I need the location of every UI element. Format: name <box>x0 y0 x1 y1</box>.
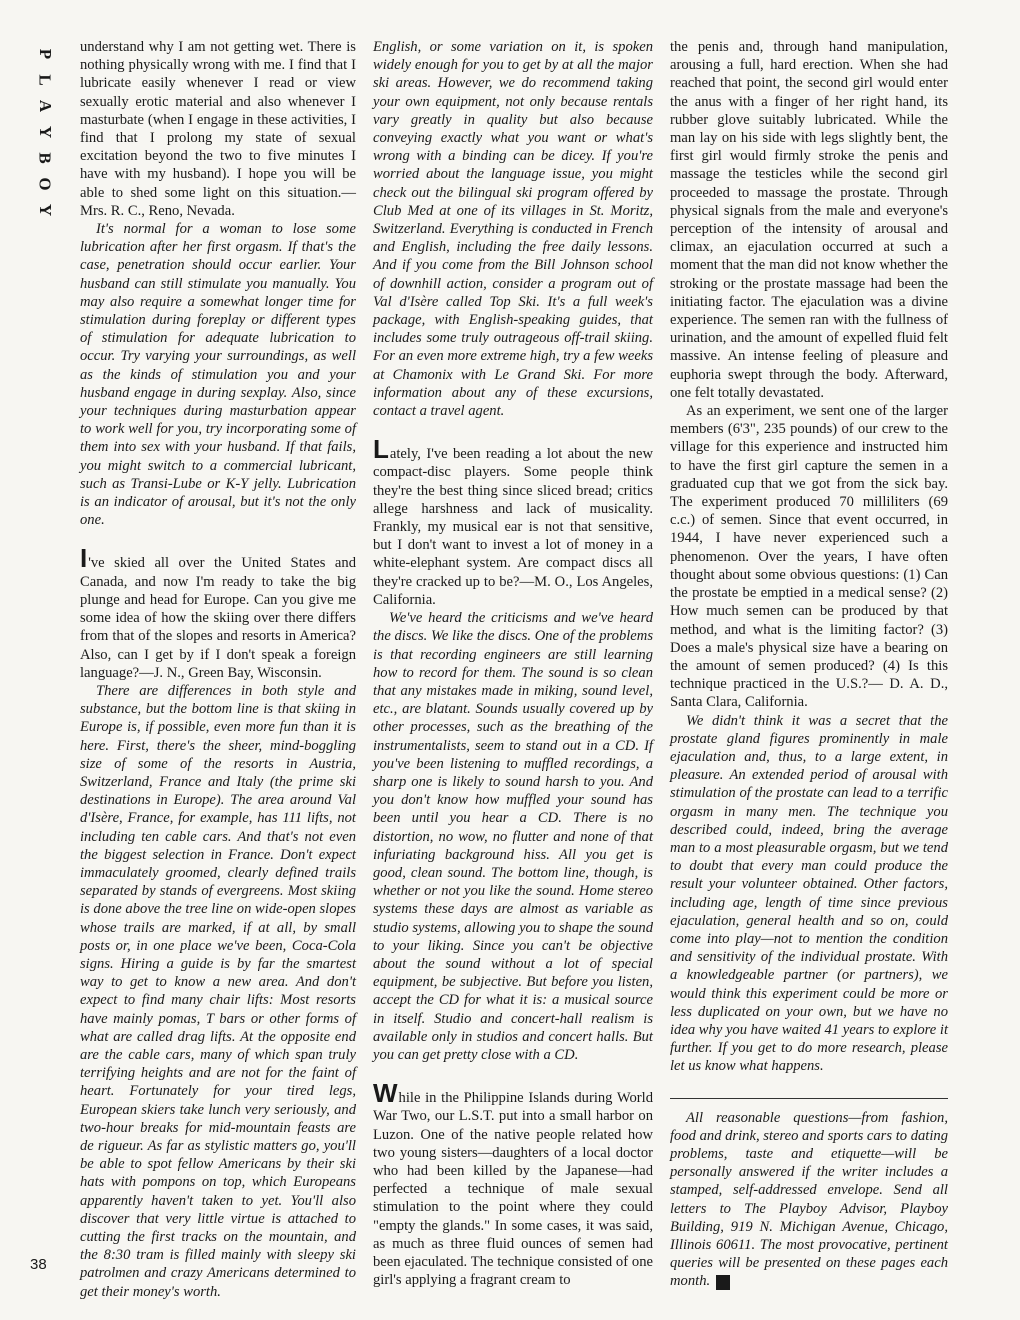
submission-note-text: All reasonable questions—from fashion, food and drink, stereo and sports cars to dating problems, taste and etiquette—will be personally answered if the writer includes a stamped, self-addressed envelope. Send all letters to The Playboy Advisor, Playboy Building, 919 N. Michigan Avenue, Chicago, Illinois 60611. The most provocative, pertinent queries will be presented on these pages each month. <box>670 1109 948 1290</box>
masthead-letter: O <box>35 177 55 191</box>
drop-cap: W <box>373 1078 398 1109</box>
column-2 <box>373 38 653 1289</box>
advisor-answer: It's normal for a woman to lose some lubrication after her first orgasm. If that's the case, penetration should occur earlier. Your husband can still stimulate you manually. You may also require a somewhat longer time for stimulation during foreplay or different types of stimulation for adequate lubrication to occur. Try varying your surroundings, as well as the kinds of stimulation you and your husband engage in during sexplay. Also, since your techniques during masturbation appear to work well for you, try incorporating some of them into sex with your husband. If that fails, you might switch to a commercial lubricant, such as Transi-Lube or K-Y jelly. Lubrication is an indicator of arousal, but it's not the only one. <box>80 221 356 529</box>
bunny-logo-icon: ❖ <box>716 1275 730 1290</box>
advisor-answer: We didn't think it was a secret that the prostate gland figures prominently in male ejaculation and, thus, to a large extent, in pleasure. An extended period of arousal with stimulation of the prostate can lead to a terrific orgasm in many men. The technique you described could, indeed, bring the average man to a most pleasurable orgasm, but we tend to doubt that every man could produce the result your volunteer obtained. Other factors, including age, length of time since previous ejaculation, general health and so on, could come into play—not to mention the condition and sensitivity of the individual prostate. With a knowledgeable partner (or partners), we would think this experiment could be more or less duplicated on your own, but we have no idea why you have waited 41 years to explore it further. If you get to do more research, please let us know what happens. <box>670 712 948 1075</box>
masthead-letter: Y <box>36 203 55 217</box>
divider <box>670 1098 948 1099</box>
submission-note <box>670 1109 948 1291</box>
advisor-answer: We've heard the criticisms and we've heard the discs. We like the discs. One of the problems is that recording engineers are still learning how to record for them. The sound is so clean that any mistakes made in miking, sound level, etc., are blatant. Sounds usually covered up by other processes, such as the breathing of the instrumentalists, seem to stand out in a CD. If you've been listening to muffled recordings, a sharp one is likely to sound harsh to you. And you don't know how muffled your sound has been until you hear a CD. There is no distortion, no wow, no flutter and none of that infuriating background hiss. All you get is good, clean sound. The bottom line, though, is whether or not you like the sound. Home stereo systems these days are almost as variable as studio systems, allowing you to shape the sound to your liking. Since you can't be objective about the sound without a lot of special equipment, be subjective. But before you listen, accept the CD for what it is: a musical source in itself. Studio and concert-hall realism is available only in studios and concert halls. But you can get pretty close with a CD. <box>373 610 653 1063</box>
drop-cap: I <box>80 543 88 574</box>
letter-question <box>80 543 356 681</box>
letter-text: 've skied all over the United States and Canada, and now I'm ready to take the big plunge and head for Europe. Can you give me some idea of how the skiing over there differs from that of the slopes and resorts in America? Also, can I get by if I don't speak a foreign language?—J. N., Green Bay, Wisconsin. <box>80 555 356 681</box>
advisor-answer: There are differences in both style and substance, but the bottom line is that skiing in Europe is, if possible, even more fun than it is here. First, there's the sheer, mind-boggling size of some of the resorts in Austria, Switzerland, France and Italy (the prime ski destinations in Europe). The area around Val d'Isère, France, for example, has 111 lifts, not including ten cable cars. And that's not even the biggest selection in France. Don't expect immaculately groomed, clearly defined trails separated by stands of evergreens. Most skiing is done above the tree line on wide-open slopes whose trails are marked, if at all, by small posts or, in one place we've been, Coca-Cola signs. Hiring a guide is by far the smartest way to get to know a new area. And don't expect to find many chair lifts: Most resorts have mainly pomas, T bars or other forms of what are called drag lifts. At the opposite end are the cable cars, many of which span truly terrifying heights and are not for the faint of heart. Fortunately for your tired legs, European skiers take lunch very seriously, and two-hour breaks for mid-mountain feasts are de rigueur. As far as stylistic matters go, you'll be able to spot fellow Americans by their ski hats with pompons on top, which Europeans apparently haven't taken to yet. You'll also discover that very little virtue is attached to cutting the first tracks on the mountain, and the 8:30 tram is filled mainly with sleepy ski patrolmen and crazy Americans determined to get their money's worth. <box>80 682 356 1300</box>
column-3 <box>670 38 948 1291</box>
column-1 <box>80 38 356 1301</box>
letter-text: the penis and, through hand manipulation, arousing a full, hard erection. When she had reached that point, the second girl would enter the anus with a finger of her right hand, its rubber glove suitably lubricated. While the man lay on his side with legs slightly bent, the first girl would firmly stroke the penis and massage the testicles while the second girl proceeded to massage the prostate. Through physical signals from the male and everyone's perception of the intensity of arousal and climax, an ejaculation occurred at such a moment that the man did not know whether the stroking or the prostate massage had been the initiating factor. The ejaculation was a divine experience. The semen ran with the fullness of urination, and the amount of expelled fluid felt massive. An intense feeling of pleasure and euphoria swept through the body. Afterward, one felt totally devastated. <box>670 39 948 401</box>
letter-question <box>373 1078 653 1289</box>
masthead-letter: L <box>36 74 55 86</box>
letter-text: As an experiment, we sent one of the larger members (6'3", 235 pounds) of our crew to the village for this experience and instructed him to have the first girl capture the semen in a graduated cup that we got from the sick bay. The experiment produced 70 milliliters (69 c.c.) of semen. Since that event occurred, in 1944, I have never experienced such a phenomenon. Over the years, I have often thought about some obvious questions: (1) Can the prostate be emptied in a medical sense? (2) How much semen can be produced by that method, and what is the limiting factor? (3) Does a male's physical size have a bearing on the amount of semen produced? (4) Is this technique practiced in the U.S.?— D. A. D., Santa Clara, California. <box>670 403 948 711</box>
masthead-letter: P <box>35 48 55 60</box>
masthead-letter: Y <box>36 125 55 139</box>
masthead-letter: B <box>36 152 55 164</box>
letter-text: hile in the Philippine Islands during World War Two, our L.S.T. put into a small harbor on Luzon. One of the native people related how two young sisters—daughters of a local doctor who had been killed by the Japanese—had perfected a technique of male sexual stimulation to the point where they could "empty the glands." In some cases, it was said, as much as three fluid ounces of semen had been ejaculated. The technique consisted of one girl's applying a fragrant cream to <box>373 1090 653 1289</box>
drop-cap: L <box>373 434 389 465</box>
letter-question <box>373 434 653 609</box>
letter-text: understand why I am not getting wet. There is nothing physically wrong with me. I find that I lubricate easily whenever I read or view sexually erotic material and also whenever I masturbate (when I engage in these activities, I find that I prolong my state of sexual excitation beyond the two to five minutes I have with my husband). I hope you will be able to shed some light on this situation.—Mrs. R. C., Reno, Nevada. <box>80 39 356 219</box>
masthead-letter: A <box>36 99 55 113</box>
letter-text: ately, I've been reading a lot about the new compact-disc players. Some people think they're the best thing since sliced bread; critics allege harshness and lack of musicality. Frankly, my musical ear is not that sensitive, but I don't want to invest a lot of money in a white-elephant system. Are compact discs all they're cracked up to be?—M. O., Los Angeles, California. <box>373 446 653 608</box>
masthead <box>33 44 57 220</box>
advisor-answer: English, or some variation on it, is spoken widely enough for you to get by at all the major ski areas. However, we do recommend taking your own equipment, not only because rentals vary greatly in quality but also because conveying exactly what you want or what's wrong with a binding can be dicey. If you're worried about the language issue, you might check out the bilingual ski program offered by Club Med at one of its villages in St. Moritz, Switzerland. Everything is conducted in French and English, including the free daily lessons. And if you come from the Bill Johnson school of downhill action, consider a program out of Val d'Isère called Top Ski. It's a full week's package, with English-speaking guides, that includes some truly outrageous off-trail skiing. For an even more extreme high, try a few weeks at Chamonix with Le Grand Ski. For more information about any of these excursions, contact a travel agent. <box>373 39 653 420</box>
page-number: 38 <box>30 1256 47 1273</box>
